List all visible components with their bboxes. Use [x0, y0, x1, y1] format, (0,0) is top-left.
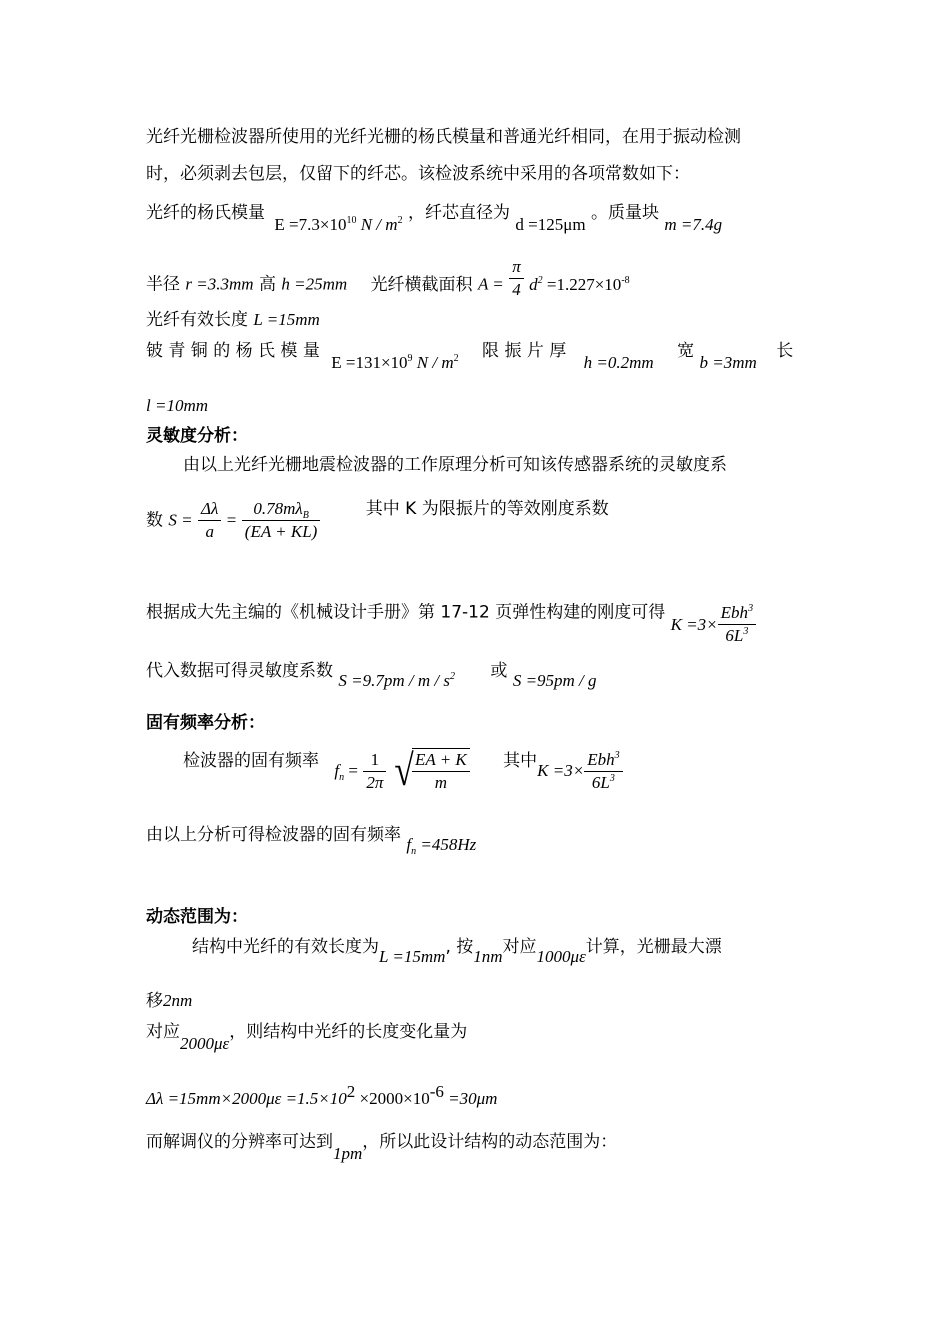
k-lhs: K =3× [670, 614, 718, 634]
height-label: 高 [258, 274, 276, 295]
area-rhs: $d^2$ [529, 274, 543, 294]
result-1: $S =9.7pm / m / s^2$ [338, 671, 455, 690]
freq-k-lhs: K =3× [537, 761, 585, 780]
frequency-heading: 固有频率分析： [146, 713, 265, 733]
dynamic-heading: 动态范围为： [146, 907, 248, 927]
drift-nm: 2nm [163, 991, 193, 1010]
dynamic-line-3: 对应2000με，则结构中光纤的长度变化量为 [146, 1022, 468, 1053]
freq-k-fraction: $\frac{Ebh^3}{6L^3}$ [584, 749, 622, 794]
area-label: 光纤横截面积 [370, 274, 473, 295]
radius-label: 半径 [146, 274, 180, 295]
frequency-result-line [146, 824, 477, 857]
youngs-label: 光纤的杨氏模量 [146, 203, 265, 223]
stiffness-line [146, 590, 756, 645]
dynamic-line-2: 移2nm [146, 991, 193, 1011]
result-2: S =95pm / g [512, 671, 597, 690]
frequency-result: $f_n =458Hz$ [406, 835, 477, 857]
width-label: 宽 [677, 341, 695, 361]
height-equation: h =25mm [281, 274, 348, 294]
constants-line-3 [146, 309, 320, 331]
k-fraction: $\frac{Ebh^3}{6L^3}$ [718, 602, 756, 647]
stiffness-text: 根据成大先主编的《机械设计手册》第 17-12 页弹性构建的刚度可得 [146, 602, 666, 623]
frequency-label: 检波器的固有频率 [183, 751, 319, 771]
constants-line-2 [146, 257, 630, 307]
resolution-pm: 1pm [333, 1144, 363, 1163]
sensitivity-formula-line: 数 S = $\frac{\Delta\lambda}{a}$ = $\frac{0.78m\lambda_B}{(EA + KL)}$ 其中 K 为限振片的等效刚度系数 [146, 498, 609, 541]
width-equation: b =3mm [699, 353, 757, 372]
length-label: 光纤有效长度 [146, 310, 248, 330]
intro-line-2: 时，必须剥去包层，仅留下的纤芯。该检波系统中采用的各项常数如下： [146, 164, 690, 184]
mass-label: 。质量块 [590, 203, 659, 223]
plate-equation: h =0.2mm [583, 353, 654, 372]
sensitivity-result-line [146, 660, 597, 690]
dynamic-line-last: 而解调仪的分辨率可达到1pm，所以此设计结构的动态范围为： [146, 1132, 618, 1163]
k-note: 其中 K 为限振片的等效刚度系数 [365, 498, 609, 519]
core-equation: d =125μm [515, 215, 586, 234]
youngs-equation: $E =7.3\times 10^{10}$ N / $m^2$ [274, 215, 403, 234]
s-lhs: S = [168, 510, 193, 530]
constants-line-1 [146, 202, 723, 234]
sqrt-expression: √ $\frac{EA + K}{m}$ [392, 748, 470, 794]
length-equation: L =15mm [253, 310, 320, 329]
mass-equation: m =7.4g [664, 215, 723, 234]
s-fraction-2: $\frac{0.78m\lambda_B}{(EA + KL)}$ [242, 498, 321, 543]
area-value: $=1.227\times 10^{-8}$ [542, 274, 630, 294]
frequency-formula-line: 检波器的固有频率 $f_n$ = $\frac{1}{2\pi}$ √ $\frac{EA + K}{m}$ 其中K =3× $\frac{Ebh^3}{6L^3}$ [183, 748, 623, 794]
sensitivity-paragraph: 由以上光纤光栅地震检波器的工作原理分析可知该传感器系统的灵敏度系 [183, 455, 727, 475]
dynamic-nm: 1nm [473, 947, 503, 966]
core-label: ，纤芯直径为 [407, 203, 510, 223]
dynamic-line-1: 结构中光纤的有效长度为L =15mm, 按1nm对应1000με计算，光栅最大漂 [192, 937, 722, 966]
delta-equation: $\Delta\lambda =15mm\times 2000\mu\varepsilon =1.5\times 10^2 \times 2000\times 10^{-6} =30\mu m$ [146, 1082, 498, 1108]
drift-ue: 2000με [180, 1034, 230, 1053]
beryllium-label: 铍 青 铜 的 杨 氏 模 量 [146, 341, 320, 361]
beryllium-equation: $E =131\times 10^9$ N / $m^2$ [331, 353, 459, 372]
constants-line-4 [146, 340, 794, 372]
fn-fraction: $\frac{1}{2\pi}$ [363, 749, 386, 794]
result-text: 代入数据可得灵敏度系数 [146, 661, 333, 681]
s-fraction-1: $\frac{\Delta\lambda}{a}$ [198, 498, 221, 543]
where-label: 其中 [503, 751, 538, 771]
area-fraction: $\frac{\pi}{4}$ [509, 256, 524, 301]
or-text: 或 [490, 661, 508, 681]
fn-lhs: $f_n$ [334, 761, 345, 783]
area-lhs: A = [477, 274, 504, 294]
long-equation: l =10mm [146, 396, 208, 415]
plate-label: 限 振 片 厚 [482, 341, 567, 361]
long-label: 长 [776, 341, 794, 361]
dynamic-ue: 1000με [536, 947, 586, 966]
intro-line-1: 光纤光栅检波器所使用的光纤光栅的杨氏模量和普通光纤相同，在用于振动检测 [146, 127, 741, 147]
frequency-result-text: 由以上分析可得检波器的固有频率 [146, 825, 401, 845]
sensitivity-heading: 灵敏度分析： [146, 426, 248, 446]
dynamic-length: L =15mm [379, 947, 446, 966]
sensitivity-prefix: 数 [146, 510, 163, 531]
radius-equation: r =3.3mm [185, 274, 254, 294]
